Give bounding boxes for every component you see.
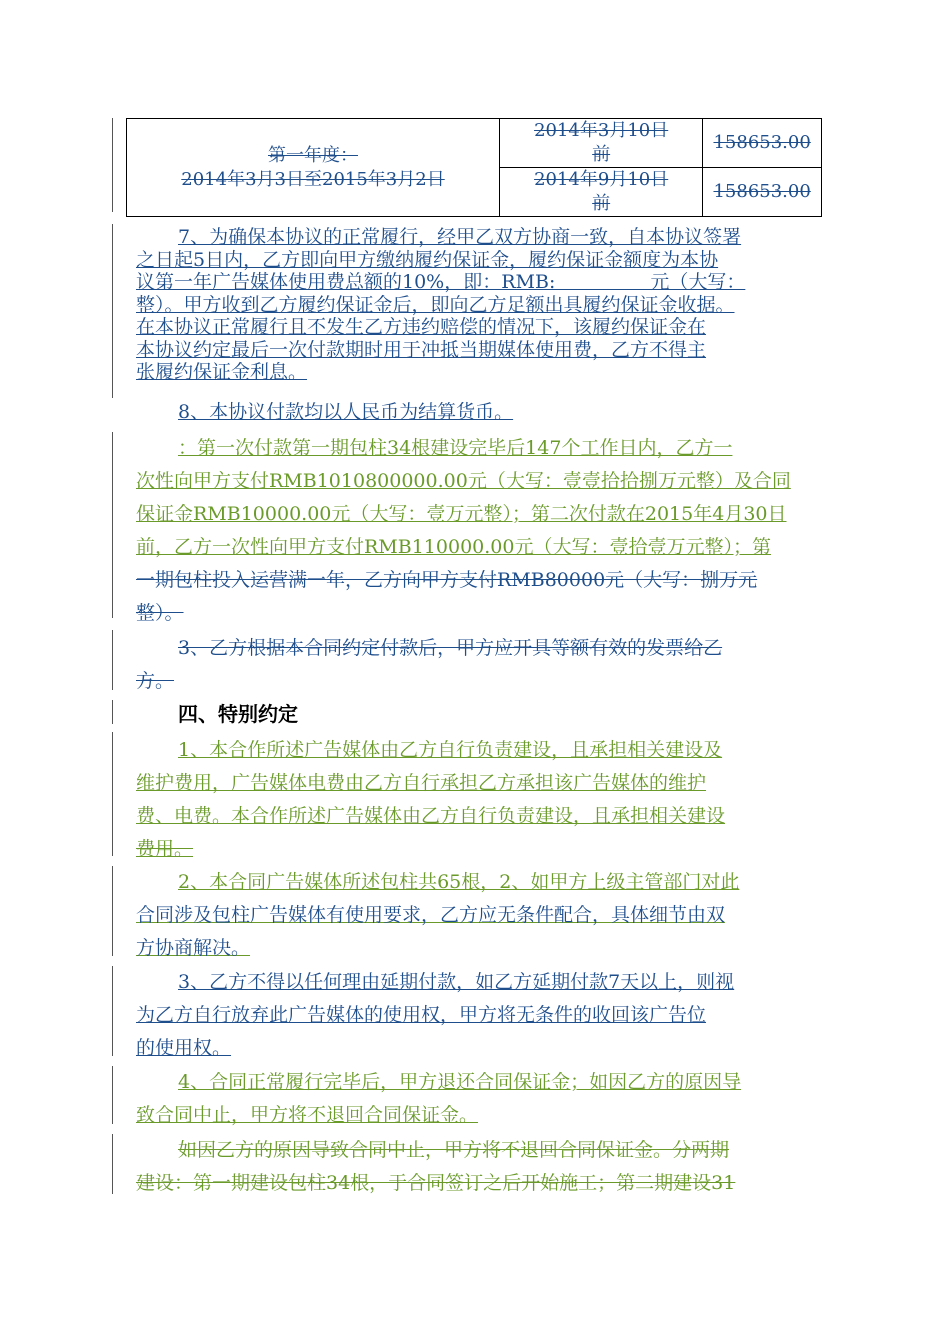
clause-7-line: 之日起5日内，乙方即向甲方缴纳履约保证金，履约保证金额度为本协 [136,248,719,271]
payment-table [126,118,822,217]
due-date-2-suffix: 前 [592,193,611,214]
payment-line: 前，乙方一次性向甲方支付RMB110000.00元（大写：壹拾壹万元整）；第 [136,536,771,558]
special-1-line: 1、本合作所述广告媒体由乙方自行负责建设，且承担相关建设及 [178,739,723,761]
amount-cell: 158653.00 [703,168,822,217]
clause-3-line: 3、乙方根据本合同约定付款后，甲方应开具等额有效的发票给乙 [178,637,723,659]
due-date-2: 2014年9月10日 [534,169,669,190]
clause-7-line: 议第一年广告媒体使用费总额的10%，即：RMB: 元（大写： [136,271,746,293]
change-bar [112,700,113,724]
special-clause-2 [136,866,816,965]
clause-7-line: 在本协议正常履行且不发生乙方违约赔偿的情况下，该履约保证金在 [136,316,707,338]
special-2-line: 方协商解决。 [136,937,251,959]
due-date-1: 2014年3月10日 [534,120,669,141]
special-clause-5 [136,1134,816,1200]
clause-7 [136,226,816,384]
change-bar [112,966,113,1056]
special-3-line: 为乙方自行放弃此广告媒体的使用权，甲方将无条件的收回该广告位 [136,1004,707,1026]
change-bar [112,432,113,618]
payment-line: 一期包柱投入运营满一年，乙方向甲方支付RMB80000元（大写：捌万元 [136,569,758,591]
special-1-line: 费、电费。本合作所述广告媒体由乙方自行负责建设，且承担相关建设 [136,805,726,827]
special-clause-1 [136,734,816,866]
due-date-1-suffix: 前 [592,144,611,165]
change-bar [112,1134,113,1194]
clause-7-line: 7、为确保本协议的正常履行，经甲乙双方协商一致，自本协议签署 [178,226,742,248]
special-4-line: 致合同中止，甲方将不退回合同保证金。 [136,1104,479,1126]
change-bar [112,630,113,690]
period-cell [127,119,500,217]
special-1-line: 费用。 [136,838,194,860]
clause-7-line: 整）。甲方收到乙方履约保证金后，即向乙方足额出具履约保证金收据。 [136,293,735,316]
clause-3-invoice [136,632,816,698]
special-3-line: 的使用权。 [136,1037,232,1059]
special-4-line: 4、合同正常履行完毕后，甲方退还合同保证金；如因乙方的原因导 [178,1071,742,1093]
special-1-line: 维护费用，广告媒体电费由乙方自行承担乙方承担该广告媒体的维护 [136,772,707,794]
special-3-line: 3、乙方不得以任何理由延期付款，如乙方延期付款7天以上，则视 [178,971,735,993]
special-5-line: 建设：第一期建设包柱34根，于合同签订之后开始施工；第二期建设31 [136,1172,736,1194]
period-label: 第一年度： [268,144,358,166]
change-bar [112,866,113,956]
special-clause-3 [136,966,816,1065]
amount-cell: 158653.00 [703,119,822,168]
change-bar [112,1066,113,1124]
special-2-line: 2、本合同广告媒体所述包柱共65根，2、如甲方上级主管部门对此 [178,871,740,893]
due-date-cell [500,168,703,217]
payment-line: 次性向甲方支付RMB1010800000.00元（大写：壹壹拾拾捌万元整）及合同 [136,470,791,492]
clause-7-line: 本协议约定最后一次付款期时用于冲抵当期媒体使用费，乙方不得主 [136,338,707,361]
change-bar [112,118,113,212]
clause-3-line: 方。 [136,670,175,692]
due-date-cell [500,119,703,168]
special-5-line: 如因乙方的原因导致合同中止，甲方将不退回合同保证金。分两期 [178,1139,730,1161]
change-bar [112,224,113,398]
special-2-line: 合同涉及包柱广告媒体有使用要求，乙方应无条件配合，具体细节由双 [136,904,726,926]
payment-clause [136,432,816,630]
section-heading: 四、特别约定 [178,702,298,726]
payment-line: ：第一次付款第一期包柱34根建设完毕后147个工作日内，乙方一 [178,437,733,459]
period-range: 2014年3月3日至2015年3月2日 [181,168,445,190]
clause-7-line: 张履约保证金利息。 [136,361,308,383]
clause-8-text: 8、本协议付款均以人民币为结算货币。 [178,401,514,423]
payment-line: 保证金RMB10000.00元（大写：壹万元整）；第二次付款在2015年4月30日 [136,503,787,525]
special-clause-4 [136,1066,816,1132]
payment-line: 整）。 [136,602,184,624]
change-bar [112,732,113,856]
clause-8 [136,401,816,424]
